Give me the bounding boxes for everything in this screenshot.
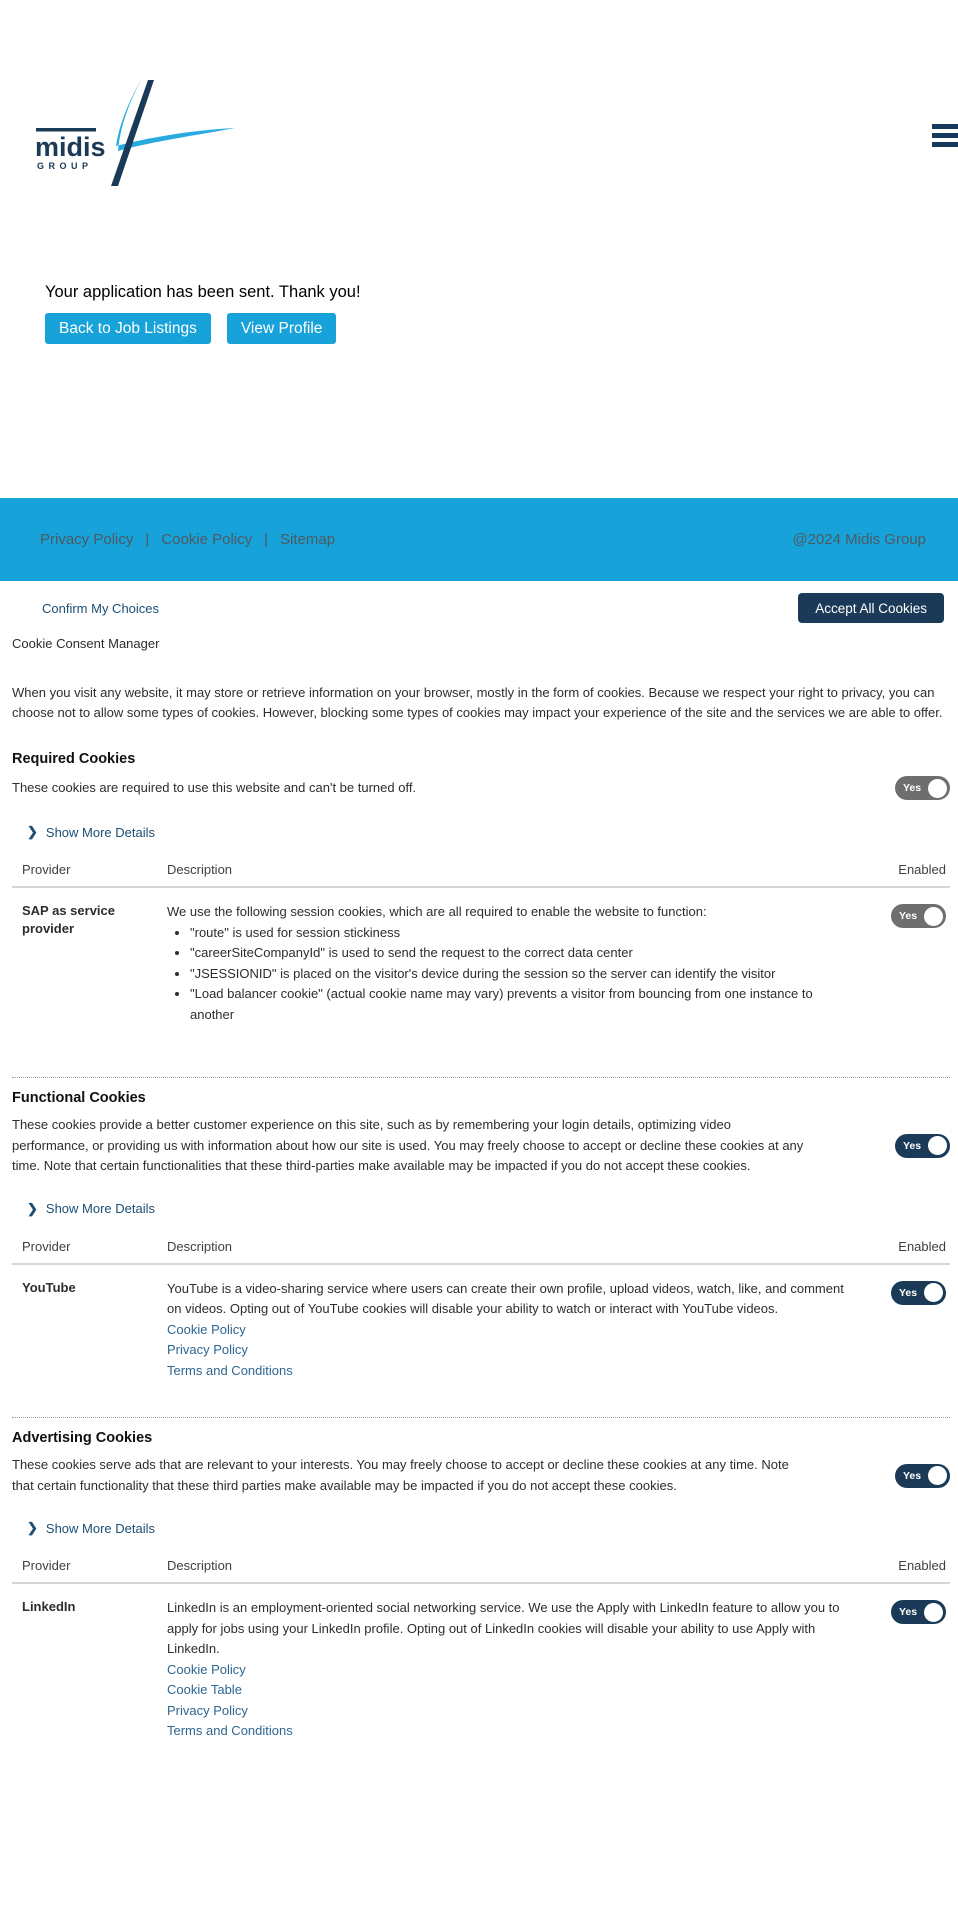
session-cookies-list bbox=[167, 923, 860, 1026]
required-show-more-details[interactable] bbox=[27, 824, 950, 840]
cookie-manager-intro: When you visit any website, it may store or retrieve information on your browser, mostly in the form of cookies. Because we respect your right to privacy, you can choose not to allow some types of cookies. However, blocking some types of cookies may impact your experience of the site and the services we are able to offer. bbox=[12, 685, 943, 720]
logo-sub-text: GROUP bbox=[37, 161, 93, 171]
cookie-manager-title: Cookie Consent Manager bbox=[12, 636, 160, 651]
youtube-privacy-policy-link[interactable]: Privacy Policy bbox=[167, 1342, 248, 1357]
advertising-cookies-section bbox=[12, 1430, 950, 1762]
footer-separator: | bbox=[264, 531, 269, 548]
functional-cookies-heading: Functional Cookies bbox=[12, 1090, 146, 1106]
application-sent-message: Your application has been sent. Thank you! bbox=[45, 283, 361, 301]
description-cell: We use the following session cookies, which are all required to enable the website to function: • "route" is used for session stickiness • "careerSiteCompanyId" is used to send the request to the correct data center • "JSESSIONID" is placed on the visitor's device during the session so the server can identify the visitor • "Load balancer cookie" (actual cookie name may vary) prevents a visitor from bouncing from one instance to another bbox=[167, 902, 860, 1025]
functional-cookies-description: These cookies provide a better customer experience on this site, such as by remembering your login details, optimizing video performance, or providing us with information about how our site is used. You may freely choose to accept or decline these cookies at any time. Note that certain functionalities that these third-parties make available may be impacted if you do not accept these cookies. bbox=[12, 1117, 804, 1173]
site-footer bbox=[0, 498, 958, 581]
footer-copyright: @2024 Midis Group bbox=[792, 531, 926, 548]
chevron-right-icon: ❯ bbox=[27, 1200, 38, 1216]
advertising-show-more-details[interactable] bbox=[27, 1520, 950, 1536]
provider-column-header: Provider bbox=[22, 1558, 71, 1573]
linkedin-terms-and-conditions-link[interactable]: Terms and Conditions bbox=[167, 1723, 293, 1738]
list-item: • "Load balancer cookie" (actual cookie name may vary) prevents a visitor from bouncing from one instance to another bbox=[190, 984, 860, 1025]
provider-column-header: Provider bbox=[22, 1238, 71, 1254]
cookie-manager-toolbar bbox=[12, 593, 950, 623]
description-column-header: Description bbox=[167, 1558, 233, 1573]
toggle-knob bbox=[924, 907, 943, 926]
toggle-knob bbox=[924, 1283, 943, 1302]
list-item: • "JSESSIONID" is placed on the visitor's device during the session so the server can identify the visitor bbox=[190, 964, 860, 985]
show-more-details-label: Show More Details bbox=[45, 824, 156, 840]
table-header-row bbox=[12, 862, 950, 888]
provider-cell: LinkedIn bbox=[22, 1599, 76, 1614]
menu-hamburger-icon[interactable] bbox=[932, 124, 958, 147]
section-divider bbox=[12, 1077, 950, 1078]
required-cookies-description: These cookies are required to use this website and can't be turned off. bbox=[12, 779, 417, 795]
description-column-header: Description bbox=[167, 1238, 233, 1254]
linkedin-provider-toggle[interactable]: Yes bbox=[891, 1600, 946, 1624]
footer-link-cookie-policy[interactable]: Cookie Policy bbox=[161, 531, 253, 548]
functional-cookies-section bbox=[12, 1090, 950, 1417]
logo-brand-text: midis bbox=[35, 132, 106, 162]
footer-links bbox=[40, 531, 335, 548]
list-item: • "careerSiteCompanyId" is used to send the request to the correct data center bbox=[190, 943, 860, 964]
site-header bbox=[0, 0, 958, 200]
chevron-right-icon: ❯ bbox=[27, 1520, 38, 1535]
logo-swoosh-graphic bbox=[30, 72, 240, 190]
provider-column-header: Provider bbox=[22, 862, 71, 877]
table-row bbox=[12, 888, 950, 1077]
required-cookies-heading: Required Cookies bbox=[12, 751, 136, 767]
toggle-knob bbox=[924, 1603, 943, 1622]
youtube-cookie-policy-link[interactable]: Cookie Policy bbox=[167, 1321, 246, 1337]
confirmation-buttons bbox=[45, 313, 958, 344]
midis-group-logo[interactable] bbox=[30, 72, 240, 192]
footer-link-sitemap[interactable]: Sitemap bbox=[280, 531, 336, 548]
functional-cookies-toggle[interactable]: Yes bbox=[895, 1134, 950, 1158]
functional-show-more-details[interactable] bbox=[27, 1201, 950, 1217]
confirm-my-choices-link[interactable]: Confirm My Choices bbox=[42, 600, 160, 616]
list-item: • "route" is used for session stickiness bbox=[190, 923, 860, 944]
youtube-terms-and-conditions-link[interactable]: Terms and Conditions bbox=[167, 1362, 293, 1378]
required-cookies-toggle[interactable]: Yes bbox=[895, 776, 950, 800]
linkedin-privacy-policy-link[interactable]: Privacy Policy bbox=[167, 1702, 248, 1718]
sap-provider-toggle[interactable]: Yes bbox=[891, 904, 946, 928]
table-header-row bbox=[12, 1239, 950, 1265]
table-row bbox=[12, 1265, 950, 1418]
required-cookies-table bbox=[12, 862, 950, 1077]
youtube-provider-toggle[interactable]: Yes bbox=[891, 1281, 946, 1305]
enabled-column-header: Enabled bbox=[898, 862, 946, 877]
show-more-details-label: Show More Details bbox=[45, 1201, 156, 1216]
required-cookies-section bbox=[12, 751, 950, 1077]
enabled-column-header: Enabled bbox=[898, 1238, 946, 1254]
provider-cell: SAP as service provider bbox=[22, 903, 115, 936]
show-more-details-label: Show More Details bbox=[45, 1520, 156, 1536]
section-divider bbox=[12, 1417, 950, 1418]
linkedin-cookie-table-link[interactable]: Cookie Table bbox=[167, 1682, 242, 1697]
application-confirmation bbox=[45, 283, 958, 344]
cookie-consent-manager bbox=[0, 593, 958, 1762]
advertising-cookies-toggle[interactable]: Yes bbox=[895, 1464, 950, 1488]
description-cell: LinkedIn is an employment-oriented social networking service. We use the Apply with LinkedIn feature to allow you to apply for jobs using your LinkedIn profile. Opting out of LinkedIn cookies will disable your ability to use Apply with LinkedIn. Cookie Policy Cookie Table Privacy Policy Terms and Conditions bbox=[167, 1598, 860, 1742]
footer-separator: | bbox=[145, 531, 150, 548]
advertising-cookies-description: These cookies serve ads that are relevant to your interests. You may freely choose to accept or decline these cookies at any time. Note that certain functionality that these third parties make available may be impacted if you do not accept these cookies. bbox=[12, 1457, 789, 1493]
enabled-column-header: Enabled bbox=[898, 1558, 946, 1573]
view-profile-button[interactable]: View Profile bbox=[227, 313, 337, 344]
advertising-cookies-table bbox=[12, 1558, 950, 1762]
provider-cell: YouTube bbox=[22, 1279, 76, 1295]
toggle-knob bbox=[928, 1466, 947, 1485]
description-cell: YouTube is a video-sharing service where users can create their own profile, upload videos, watch, like, and comment on videos. Opting out of YouTube cookies will disable your ability to watch or interact with YouTube videos. Cookie Policy Privacy Policy Terms and Conditions bbox=[167, 1279, 860, 1382]
table-row bbox=[12, 1584, 950, 1762]
functional-cookies-table bbox=[12, 1239, 950, 1418]
accept-all-cookies-button[interactable]: Accept All Cookies bbox=[798, 593, 944, 623]
chevron-right-icon: ❯ bbox=[27, 824, 38, 839]
linkedin-cookie-policy-link[interactable]: Cookie Policy bbox=[167, 1661, 246, 1677]
advertising-cookies-heading: Advertising Cookies bbox=[12, 1430, 153, 1446]
toggle-knob bbox=[928, 1136, 947, 1155]
description-column-header: Description bbox=[167, 862, 233, 877]
toggle-knob bbox=[928, 779, 947, 798]
footer-link-privacy-policy[interactable]: Privacy Policy bbox=[40, 531, 134, 548]
back-to-job-listings-button[interactable]: Back to Job Listings bbox=[45, 313, 211, 344]
table-header-row bbox=[12, 1558, 950, 1584]
